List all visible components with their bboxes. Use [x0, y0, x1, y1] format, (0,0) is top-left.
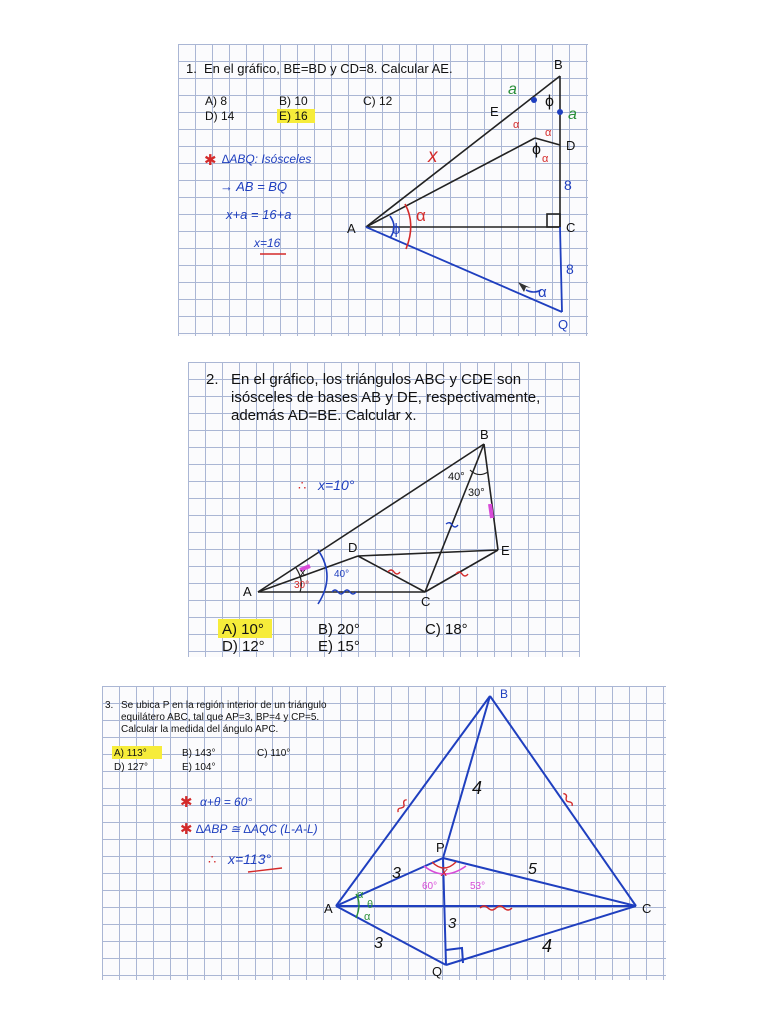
phi-label: ϕ	[532, 141, 541, 158]
result-note: x=10°	[318, 477, 355, 493]
length-3-label: 3	[374, 935, 383, 952]
option-a[interactable]: A) 8	[205, 94, 228, 108]
note-marker: ✱	[180, 794, 193, 811]
point-a-label: A	[347, 221, 356, 236]
length-8-label: 8	[566, 261, 574, 277]
x-label: x	[300, 567, 306, 579]
length-4-label: 4	[542, 936, 553, 956]
option-a[interactable]: A) 10°	[222, 621, 264, 638]
triangle-lines	[258, 444, 498, 592]
problem-3-statement-line-3: Calcular la medida del ángulo APC.	[121, 724, 279, 735]
alpha-label: α	[357, 889, 364, 901]
angle-40-label: 40°	[448, 471, 465, 483]
problem-1-panel	[178, 44, 588, 336]
phi-label: ϕ	[392, 221, 401, 238]
option-d[interactable]: D) 127°	[114, 762, 149, 773]
problem-1-figure	[178, 44, 588, 336]
tick-mark	[490, 504, 492, 518]
problem-3-number: 3.	[105, 700, 114, 711]
result-marker: ∴	[208, 852, 217, 867]
point-d-label: D	[566, 138, 576, 153]
point-c-label: C	[642, 901, 652, 916]
point-b-label: B	[480, 427, 489, 442]
problem-2-statement-line-1: En el gráfico, los triángulos ABC y CDE son	[231, 371, 522, 388]
length-3-label: 3	[448, 915, 457, 932]
problem-2-statement-line-3: además AD=BE. Calcular x.	[231, 407, 417, 424]
x-label: x	[441, 864, 448, 879]
point-marker	[557, 109, 563, 115]
option-e[interactable]: E) 104°	[182, 762, 216, 773]
point-e-label: E	[501, 543, 510, 558]
option-c[interactable]: C) 18°	[425, 621, 468, 638]
result-marker: ∴	[298, 478, 307, 493]
problem-3-statement-line-1: Se ubica P en la región interior de un triángulo	[121, 700, 327, 711]
alpha-label: α	[545, 127, 552, 139]
phi-label: ϕ	[545, 93, 554, 110]
note-4: x=16	[254, 236, 281, 250]
auxiliary-blue-lines	[366, 227, 562, 312]
option-d[interactable]: D) 14	[205, 109, 235, 123]
length-3-label: 3	[392, 865, 401, 882]
option-e[interactable]: E) 16	[279, 109, 308, 123]
x-label: x	[428, 146, 438, 167]
point-d-label: D	[348, 540, 358, 555]
option-b[interactable]: B) 10	[279, 94, 308, 108]
length-4-label: 4	[472, 778, 483, 798]
equal-mark	[562, 793, 573, 807]
length-8-label: 8	[564, 177, 572, 193]
problem-1-statement: En el gráfico, BE=BD y CD=8. Calcular AE.	[204, 61, 453, 76]
alpha-label: α	[542, 153, 549, 165]
angle-53-label: 53°	[470, 881, 486, 892]
problem-2-statement-line-2: isósceles de bases AB y DE, respectivamente,	[231, 389, 541, 406]
triangle-lines	[366, 76, 560, 227]
note-marker: ✱	[180, 821, 193, 838]
triangle-lines	[336, 696, 636, 965]
alpha-label: α	[416, 206, 426, 225]
note-2: → AB = BQ	[220, 179, 288, 194]
theta-label: θ	[367, 899, 374, 911]
option-b[interactable]: B) 143°	[182, 748, 216, 759]
underline-arrow	[248, 868, 282, 872]
point-p-label: P	[436, 840, 445, 855]
point-q-label: Q	[558, 317, 569, 332]
alpha-label: α	[538, 284, 547, 301]
angle-30-label: 30°	[468, 487, 485, 499]
problem-1-number: 1.	[186, 61, 197, 76]
angle-60-label: 60°	[422, 881, 438, 892]
point-a-label: A	[324, 901, 333, 916]
a-label: a	[568, 106, 577, 123]
angle-30-red-label: 30°	[294, 580, 310, 591]
point-e-label: E	[490, 104, 499, 119]
point-b-label: B	[554, 57, 563, 72]
note-2: ∆ABP ≅ ∆AQC (L-A-L)	[196, 822, 318, 836]
option-d[interactable]: D) 12°	[222, 638, 265, 655]
alpha-label: α	[513, 119, 520, 131]
note-1: ∆ABQ: Isósceles	[222, 152, 312, 166]
length-5-label: 5	[528, 861, 537, 878]
angle-arc	[318, 550, 327, 604]
option-a[interactable]: A) 113°	[114, 748, 147, 759]
point-c-label: C	[421, 594, 431, 609]
option-e[interactable]: E) 15°	[318, 638, 360, 655]
option-b[interactable]: B) 20°	[318, 621, 360, 638]
point-marker	[531, 97, 537, 103]
problem-3-panel	[102, 686, 666, 980]
problem-3-figure	[102, 686, 666, 980]
point-a-label: A	[243, 584, 252, 599]
point-c-label: C	[566, 220, 576, 235]
option-c[interactable]: C) 110°	[257, 748, 291, 759]
note-3: x+a = 16+a	[226, 207, 292, 222]
point-b-label: B	[500, 687, 509, 701]
problem-2-panel	[188, 362, 580, 657]
note-1: α+θ = 60°	[200, 795, 253, 809]
a-label: a	[508, 81, 517, 98]
problem-2-number: 2.	[206, 371, 219, 388]
problem-3-statement-line-2: equilátero ABC, tal que AP=3, BP=4 y CP=5.	[121, 712, 320, 723]
angle-40-blue-label: 40°	[334, 569, 350, 580]
problem-2-figure	[188, 362, 580, 657]
note-marker: ✱	[204, 152, 217, 169]
alpha-label: α	[364, 911, 371, 923]
point-q-label: Q	[432, 964, 443, 979]
note-3: x=113°	[228, 851, 272, 867]
option-c[interactable]: C) 12	[363, 94, 393, 108]
